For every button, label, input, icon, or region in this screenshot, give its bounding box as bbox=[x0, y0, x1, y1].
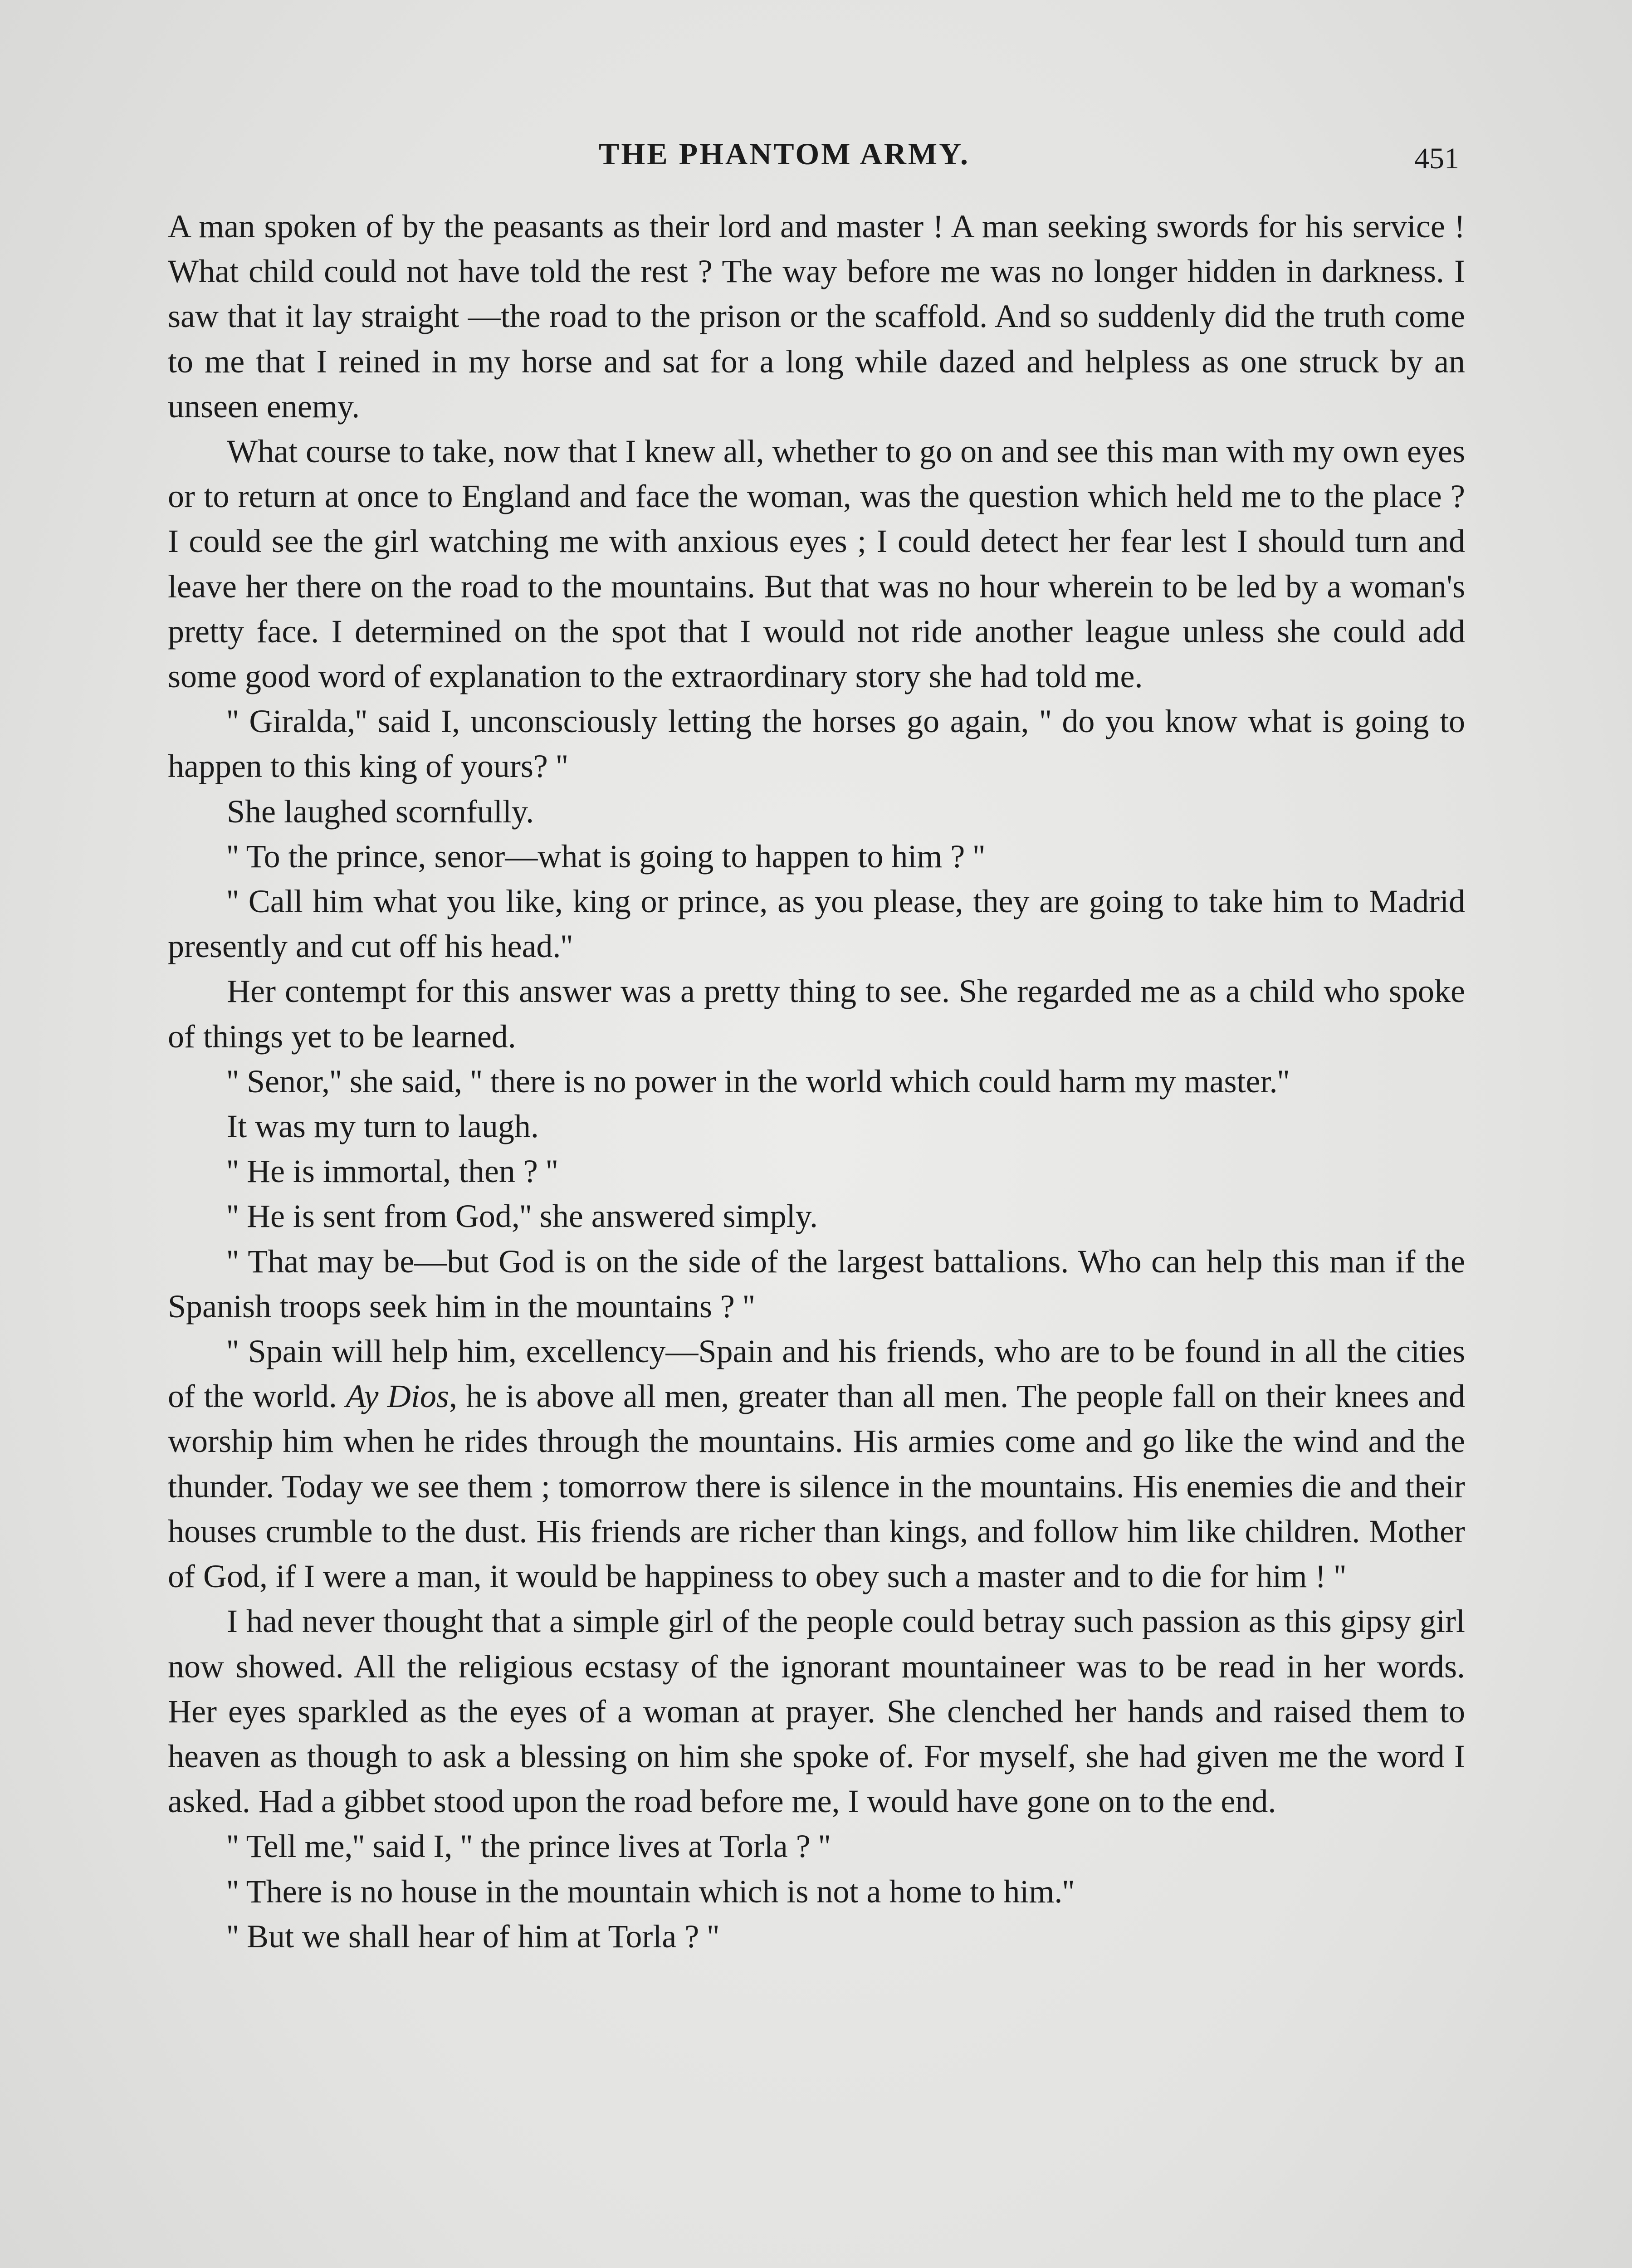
paragraph: She laughed scornfully. bbox=[227, 793, 534, 830]
page-number: 451 bbox=[1414, 142, 1459, 175]
paragraph: '' He is immortal, then ? '' bbox=[227, 1153, 558, 1190]
paragraph: '' But we shall hear of him at Torla ? '' bbox=[227, 1918, 719, 1955]
paragraph: What course to take, now that I knew all, whether to go on and see this man with my own eyes or to return at once to England and face the woman, was the question which held me to the place ? I could see the girl watching me with anxious eyes ; I could detect her fear lest I should turn and leave her there on the road to the mountains. But that was no hour wherein to be led by a woman's pretty face. I determined on the spot that I would not ride another league unless she could add some good word of explanation to the extraordinary story she had told me. bbox=[168, 433, 1465, 695]
italic-phrase: Ay Dios bbox=[346, 1378, 449, 1415]
paragraph-spain-start: '' Spain will help him, excellency—Spain and his friends, who are to be found in all the cities of the world. bbox=[168, 1333, 1465, 1415]
body-text bbox=[168, 204, 1465, 1959]
paragraph: '' Tell me,'' said I, '' the prince lives at Torla ? '' bbox=[227, 1828, 831, 1865]
paragraph: A man spoken of by the peasants as their lord and master ! A man seeking swords for his service ! What child could not have told the rest ? The way before me was no longer hidden in darkness. I saw that it lay straight —the road to the prison or the scaffold. And so suddenly did the truth come to me that I reined in my horse and sat for a long while dazed and helpless as one struck by an unseen enemy. bbox=[168, 208, 1465, 425]
paragraph: '' Giralda,'' said I, unconsciously letting the horses go again, '' do you know what is going to happen to this king of yours? '' bbox=[168, 703, 1465, 785]
paragraph: '' To the prince, senor—what is going to happen to him ? '' bbox=[227, 838, 985, 875]
running-title: THE PHANTOM ARMY. bbox=[599, 137, 970, 171]
paragraph: I had never thought that a simple girl of the people could betray such passion as this gipsy girl now showed. All the religious ecstasy of the ignorant mountaineer was to be read in her words. Her eyes sparkled as the eyes of a woman at prayer. She clenched her hands and raised them to heaven as though to ask a blessing on him she spoke of. For myself, she had given me the word I asked. Had a gibbet stood upon the road before me, I would have gone on to the end. bbox=[168, 1603, 1465, 1820]
paragraph: '' He is sent from God,'' she answered simply. bbox=[227, 1198, 818, 1235]
paragraph: '' There is no house in the mountain which is not a home to him.'' bbox=[227, 1873, 1075, 1910]
paragraph: Her contempt for this answer was a pretty thing to see. She regarded me as a child who spoke of things yet to be learned. bbox=[168, 973, 1465, 1055]
paragraph: '' Call him what you like, king or prince, as you please, they are going to take him to Madrid presently and cut off his head.'' bbox=[168, 883, 1465, 965]
paragraph-spain-rest: , he is above all men, greater than all men. The people fall on their knees and worship him when he rides through the mountains. His armies come and go like the wind and the thunder. Today we see them ; tomorrow there is silence in the mountains. His enemies die and their houses crumble to the dust. His friends are richer than kings, and follow him like children. Mother of God, if I were a man, it would be happiness to obey such a master and to die for him ! '' bbox=[168, 1378, 1465, 1595]
paragraph-spain bbox=[168, 1329, 1465, 1599]
paragraph: It was my turn to laugh. bbox=[227, 1108, 539, 1145]
paragraph: '' Senor,'' she said, '' there is no power in the world which could harm my master.'' bbox=[227, 1063, 1290, 1100]
paragraph: '' That may be—but God is on the side of the largest battalions. Who can help this man if the Spanish troops seek him in the mountains ? '' bbox=[168, 1243, 1465, 1325]
